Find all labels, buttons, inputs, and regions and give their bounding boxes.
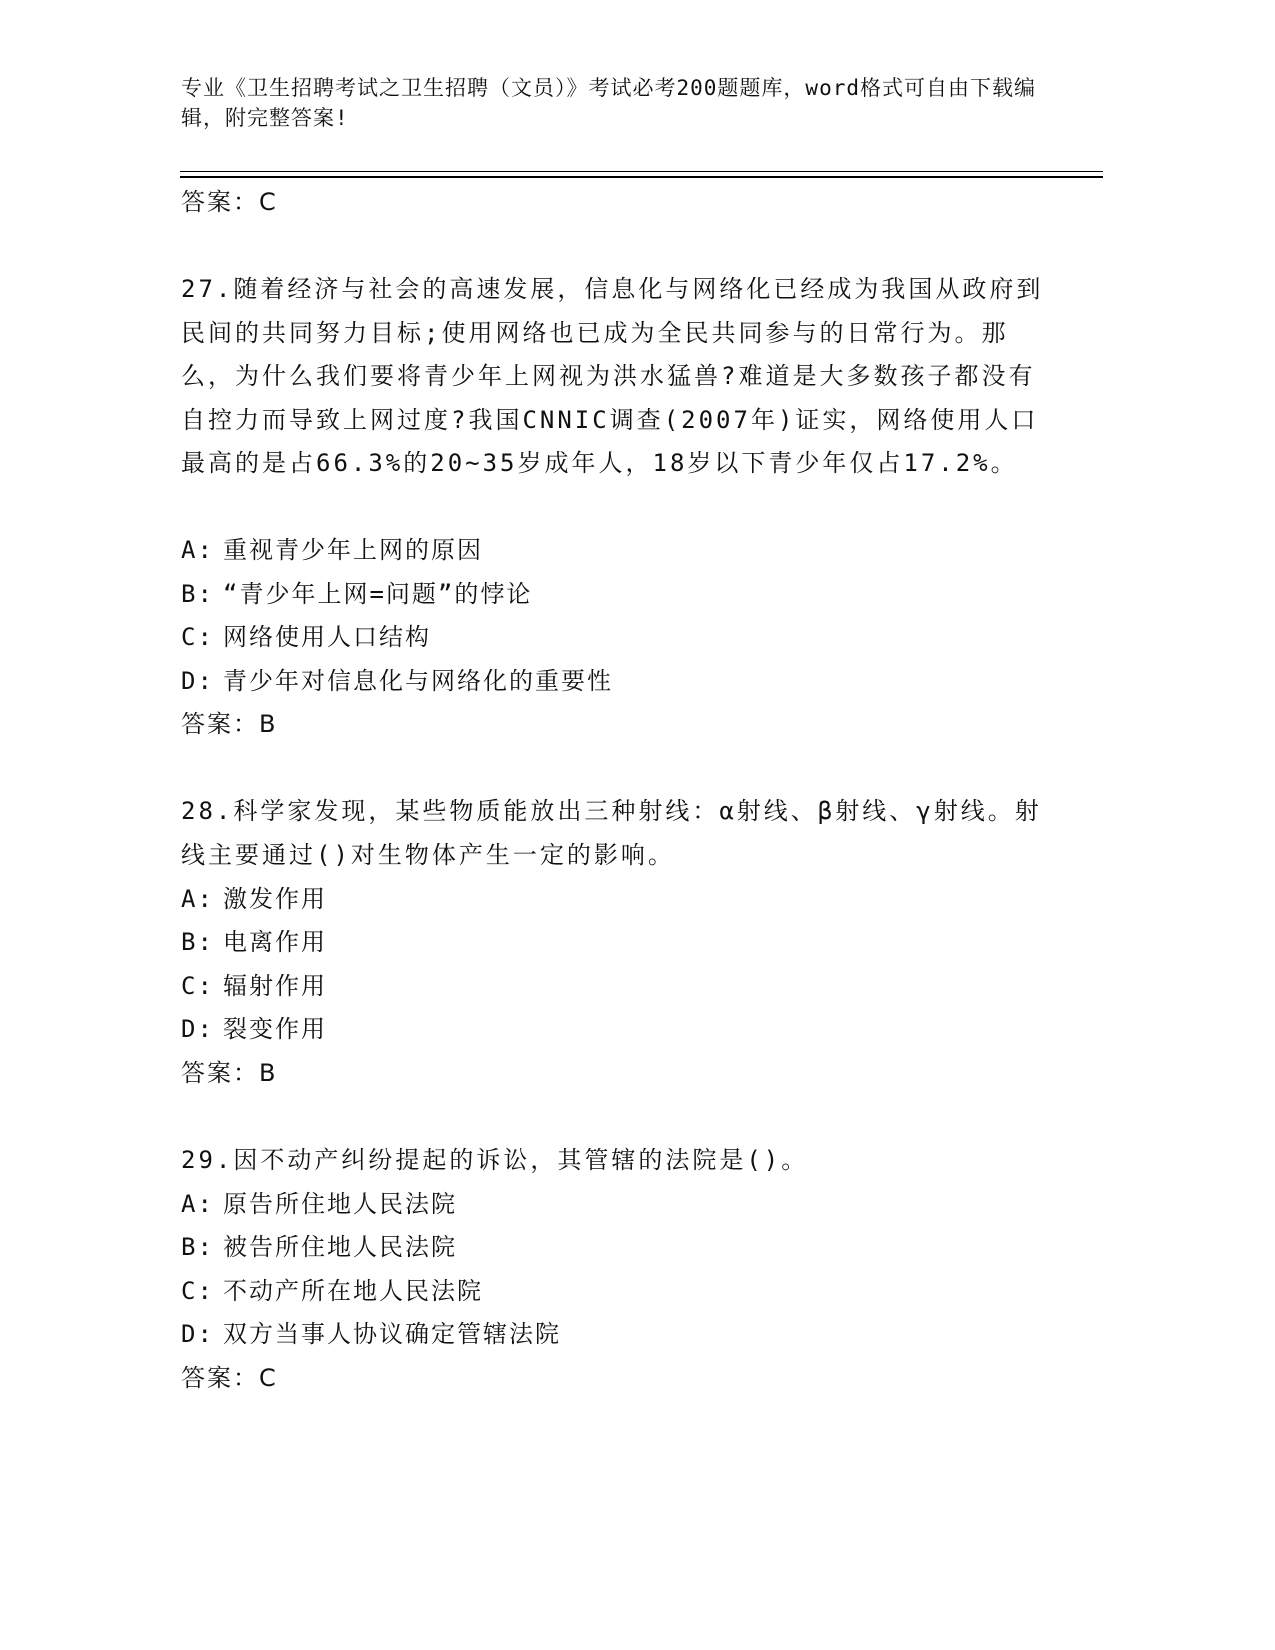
option-letter: A:	[181, 1190, 214, 1218]
question-28-option-c	[181, 970, 327, 1002]
question-29-option-b	[181, 1231, 457, 1263]
question-27-option-c	[181, 621, 431, 653]
header-rule-thick	[180, 176, 1103, 178]
option-letter: B:	[181, 580, 214, 608]
option-text: 网络使用人口结构	[223, 623, 431, 651]
document-header: 专业《卫生招聘考试之卫生招聘（文员）》考试必考200题题库，word格式可自由下载编辑，附完整答案!	[181, 76, 1036, 130]
option-text: “青少年上网=问题”的悖论	[223, 580, 533, 608]
question-28-option-b	[181, 926, 327, 958]
option-text: 青少年对信息化与网络化的重要性	[223, 667, 613, 695]
question-27-option-a	[181, 534, 483, 566]
question-29-answer: 答案：C	[181, 1364, 278, 1392]
option-text: 双方当事人协议确定管辖法院	[223, 1320, 561, 1348]
option-text: 被告所住地人民法院	[223, 1233, 457, 1261]
question-27-option-d	[181, 665, 613, 697]
question-27-answer: 答案：B	[181, 710, 278, 738]
option-text: 裂变作用	[223, 1015, 327, 1043]
question-29-option-a	[181, 1188, 457, 1220]
question-29-option-d	[181, 1318, 561, 1350]
option-text: 重视青少年上网的原因	[223, 536, 483, 564]
option-letter: A:	[181, 885, 214, 913]
option-text: 电离作用	[223, 928, 327, 956]
question-28-option-d	[181, 1013, 327, 1045]
question-28-answer: 答案：B	[181, 1059, 278, 1087]
option-letter: C:	[181, 623, 214, 651]
option-letter: D:	[181, 1015, 214, 1043]
question-27-stem: 27.随着经济与社会的高速发展，信息化与网络化已经成为我国从政府到民间的共同努力目标;使用网络也已成为全民共同参与的日常行为。那么，为什么我们要将青少年上网视为洪水猛兽?难道是大多数孩子都没有自控力而导致上网过度?我国CNNIC调查(2007年)证实，网络使用人口最高的是占66.3%的20~35岁成年人，18岁以下青少年仅占17.2%。	[181, 275, 1044, 477]
option-text: 辐射作用	[223, 972, 327, 1000]
option-letter: C:	[181, 972, 214, 1000]
option-letter: B:	[181, 928, 214, 956]
header-rule-thin	[180, 171, 1103, 172]
option-letter: D:	[181, 1320, 214, 1348]
option-letter: A:	[181, 536, 214, 564]
option-letter: C:	[181, 1277, 214, 1305]
option-letter: D:	[181, 667, 214, 695]
previous-answer: 答案：C	[181, 188, 278, 216]
question-28-stem: 28.科学家发现，某些物质能放出三种射线：α射线、β射线、γ射线。射线主要通过()对生物体产生一定的影响。	[181, 797, 1042, 869]
option-letter: B:	[181, 1233, 214, 1261]
question-28-option-a	[181, 883, 327, 915]
question-29-option-c	[181, 1275, 483, 1307]
question-29-stem: 29.因不动产纠纷提起的诉讼，其管辖的法院是()。	[181, 1146, 809, 1174]
option-text: 原告所住地人民法院	[223, 1190, 457, 1218]
option-text: 激发作用	[223, 885, 327, 913]
option-text: 不动产所在地人民法院	[223, 1277, 483, 1305]
question-27-option-b	[181, 578, 532, 610]
